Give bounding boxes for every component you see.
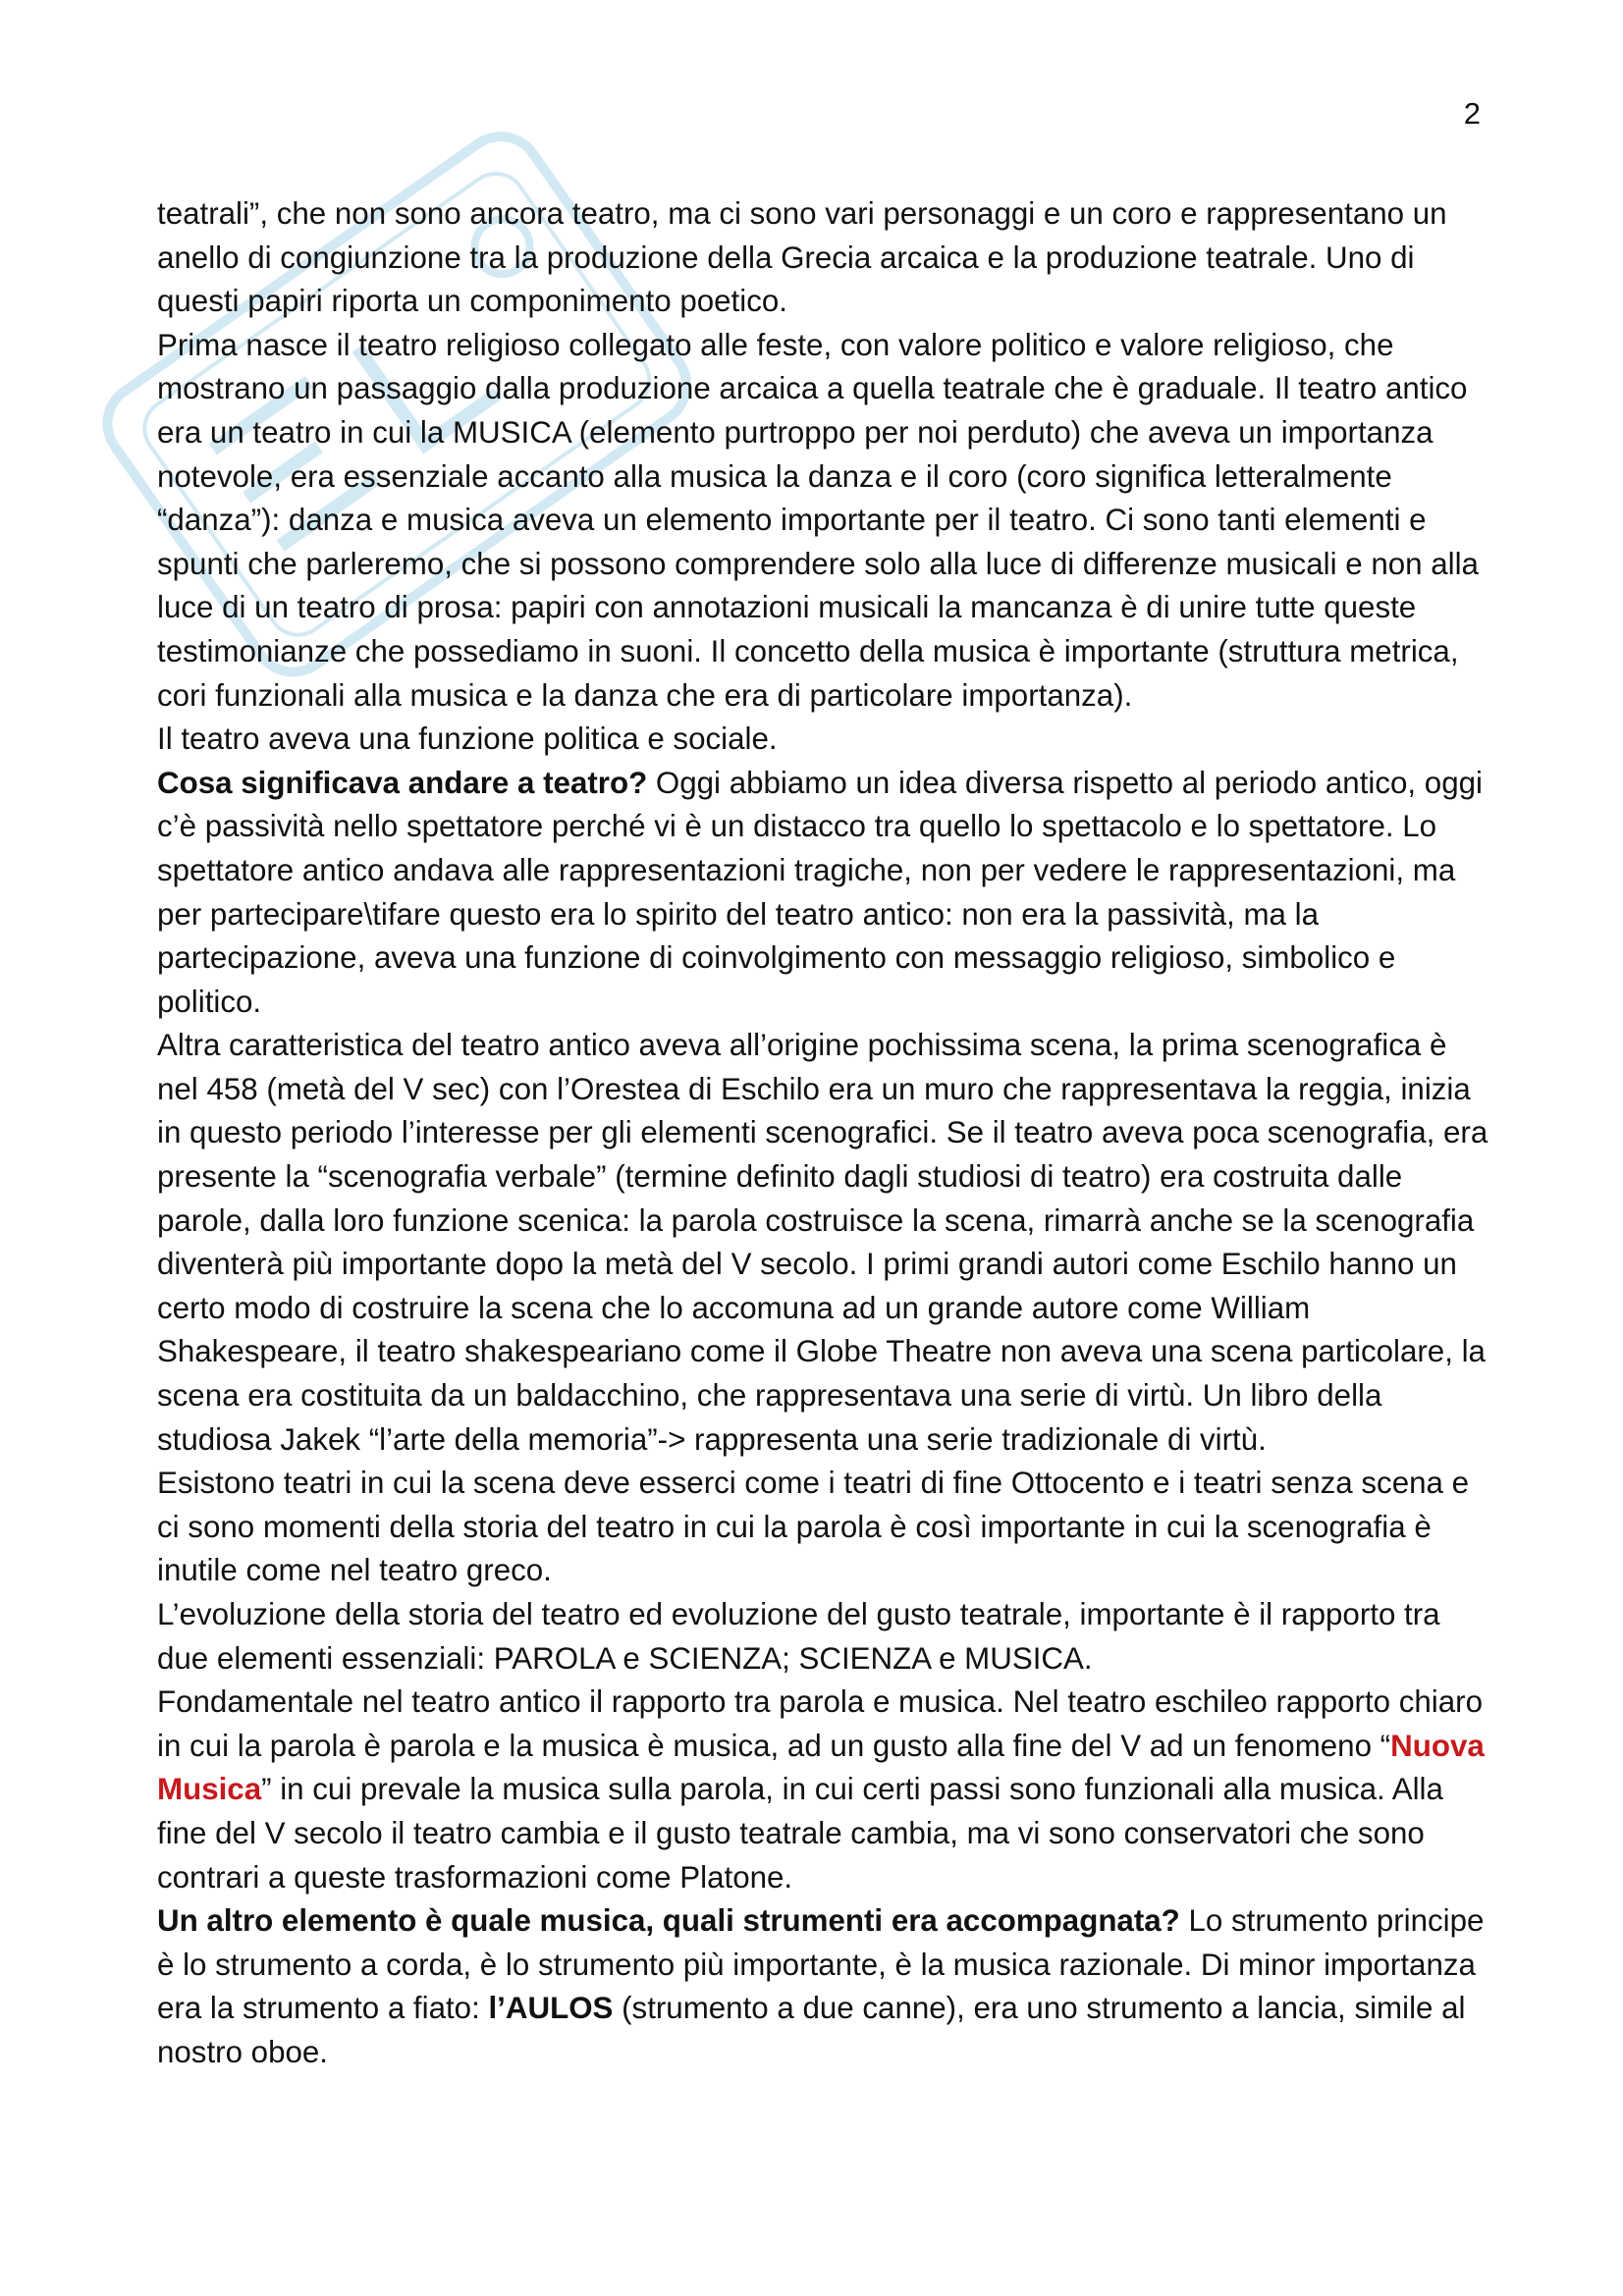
paragraph: L’evoluzione della storia del teatro ed evoluzione del gusto teatrale, importante è il rapporto tra due elementi essenziali: PAROLA e SCIENZA; SCIENZA e MUSICA. (157, 1597, 1440, 1676)
paragraph-text: Oggi abbiamo un idea diversa rispetto al periodo antico, oggi c’è passività nello spettatore perché vi è un distacco tra quello lo spettacolo e lo spettatore. Lo spettatore antico andava alle rappresentazioni tragiche, non per vedere le rappresentazioni, ma per partecipare\tifare questo era lo spirito del teatro antico: non era la passività, ma la partecipazione, aveva una funzione di coinvolgimento con messaggio religioso, simbolico e politico. (157, 765, 1483, 1019)
paragraph: Prima nasce il teatro religioso collegato alle feste, con valore politico e valore religioso, che mostrano un passaggio dalla produzione arcaica a quella teatrale che è graduale. Il teatro antico era un teatro in cui la MUSICA (elemento purtroppo per noi perduto) che aveva un importanza notevole, era essenziale accanto alla musica la danza e il coro (coro significa letteralmente “danza”): danza e musica aveva un elemento importante per il teatro. Ci sono tanti elementi e spunti che parleremo, che si possono comprendere solo alla luce di differenze musicali e non alla luce di un teatro di prosa: papiri con annotazioni musicali la mancanza è di unire tutte queste testimonianze che possediamo in suoni. Il concetto della musica è importante (struttura metrica, cori funzionali alla musica e la danza che era di particolare importanza). (157, 327, 1479, 713)
paragraph-text: (strumento a due canne), era uno strumento a lancia, simile al nostro oboe. (157, 1991, 1466, 2069)
paragraph (157, 762, 1492, 1025)
question-heading: Un altro elemento è quale musica, quali strumenti era accompagnata? (157, 1903, 1180, 1939)
paragraph (157, 1899, 1492, 2074)
paragraph: teatrali”, che non sono ancora teatro, ma ci sono vari personaggi e un coro e rappresentano un anello di congiunzione tra la produzione della Grecia arcaica e la produzione teatrale. Uno di questi papiri riporta un componimento poetico. (157, 196, 1447, 319)
paragraph-text: ” in cui prevale la musica sulla parola, in cui certi passi sono funzionali alla musica. Alla fine del V secolo il teatro cambia e il gusto teatrale cambia, ma vi sono conservatori che sono contrari a queste trasformazioni come Platone. (157, 1772, 1443, 1895)
paragraph: Altra caratteristica del teatro antico aveva all’origine pochissima scena, la prima scenografica è nel 458 (metà del V sec) con l’Orestea di Eschilo era un muro che rappresentava la reggia, inizia in questo periodo l’interesse per gli elementi scenografici. Se il teatro aveva poca scenografia, era presente la “scenografia verbale” (termine definito dagli studiosi di teatro) era costruita dalle parole, dalla loro funzione scenica: la parola costruisce la scena, rimarrà anche se la scenografia diventerà più importante dopo la metà del V secolo. I primi grandi autori come Eschilo hanno un certo modo di costruire la scena che lo accomuna ad un grande autore come William Shakespeare, il teatro shakespeariano come il Globe Theatre non aveva una scena particolare, la scena era costituita da un baldacchino, che rappresentava una serie di virtù. Un libro della studiosa Jakek “l’arte della memoria”-> rappresenta una serie tradizionale di virtù. (157, 1028, 1488, 1457)
highlighted-term: Nuova Musica (157, 1728, 1485, 1807)
question-heading: Cosa significava andare a teatro? (157, 765, 648, 800)
paragraph-text: Lo strumento principe è lo strumento a corda, è lo strumento più importante, è la musica razionale. Di minor importanza era la strumento a fiato: (157, 1903, 1485, 2026)
paragraph: Esistono teatri in cui la scena deve esserci come i teatri di fine Ottocento e i teatri senza scena e ci sono momenti della storia del teatro in cui la parola è così importante in cui la scenografia è inutile come nel teatro greco. (157, 1466, 1470, 1588)
paragraph (157, 1681, 1492, 1899)
paragraph-text: Fondamentale nel teatro antico il rapporto tra parola e musica. Nel teatro eschileo rapporto chiaro in cui la parola è parola e la musica è musica, ad un gusto alla fine del V ad un fenomeno “ (157, 1684, 1483, 1763)
page-number: 2 (1463, 96, 1481, 131)
bold-term: l’AULOS (488, 1991, 614, 2026)
paragraph: Il teatro aveva una funzione politica e sociale. (157, 721, 778, 757)
document-body (157, 192, 1492, 2075)
